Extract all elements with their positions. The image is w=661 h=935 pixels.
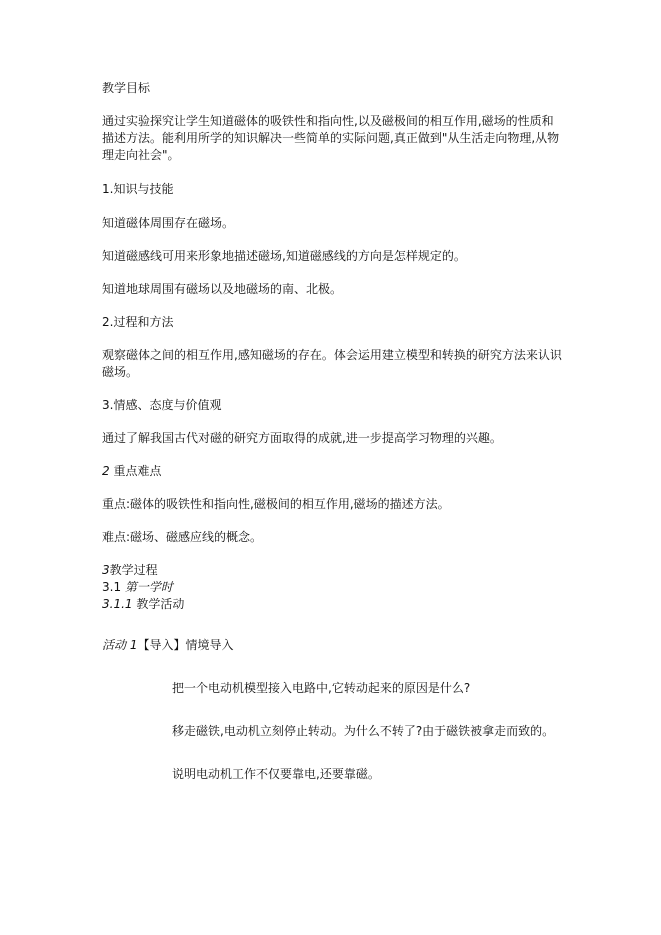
activity-label: 活动 1: [102, 638, 138, 652]
activity-question-1: 把一个电动机模型接入电路中,它转动起来的原因是什么?: [172, 681, 471, 695]
process-heading: [102, 562, 564, 579]
section1-item2: 知道磁感线可用来形象地描述磁场,知道磁感线的方向是怎样规定的。: [102, 249, 466, 263]
key-points-heading: [102, 463, 564, 480]
sub-subsection-title: 教学活动: [136, 597, 185, 611]
sub-subsection-heading: [102, 596, 564, 613]
subsection-number: 3.1: [102, 580, 122, 594]
difficulty-paragraph: 难点:磁场、磁感应线的概念。: [102, 530, 263, 544]
key-points-number: 2: [102, 464, 110, 478]
activity-title: 【导入】情境导入: [137, 638, 234, 652]
activity-question-2: 移走磁铁,电动机立刻停止转动。为什么不转了?由于磁铁被拿走而致的。: [172, 724, 555, 738]
subsection-title: 第一学时: [124, 580, 173, 594]
doc-heading: 教学目标: [102, 81, 151, 95]
intro-paragraph: 通过实验探究让学生知道磁体的吸铁性和指向性,以及磁极间的相互作用,磁场的性质和描述方法。能利用所学的知识解决一些简单的实际问题,真正做到"从生活走向物理,从物理走向社会"。: [102, 114, 560, 162]
activity-heading: [102, 637, 564, 654]
section1-title: 1.知识与技能: [102, 182, 174, 196]
key-point-paragraph: 重点:磁体的吸铁性和指向性,磁极间的相互作用,磁场的描述方法。: [102, 497, 450, 511]
section3-title: 3.情感、态度与价值观: [102, 398, 222, 412]
section2-paragraph: 观察磁体之间的相互作用,感知磁场的存在。体会运用建立模型和转换的研究方法来认识磁场。: [102, 348, 562, 379]
section1-item3: 知道地球周围有磁场以及地磁场的南、北极。: [102, 282, 343, 296]
key-points-title: 重点难点: [113, 464, 162, 478]
sub-subsection-number: 3.1.1: [102, 597, 133, 611]
process-title: 教学过程: [109, 563, 158, 577]
process-number: 3: [102, 563, 110, 577]
activity-conclusion: 说明电动机工作不仅要靠电,还要靠磁。: [172, 767, 380, 781]
section3-paragraph: 通过了解我国古代对磁的研究方面取得的成就,进一步提高学习物理的兴趣。: [102, 431, 502, 445]
subsection-heading: [102, 579, 564, 596]
section1-item1: 知道磁体周围存在磁场。: [102, 216, 235, 230]
section2-title: 2.过程和方法: [102, 315, 174, 329]
